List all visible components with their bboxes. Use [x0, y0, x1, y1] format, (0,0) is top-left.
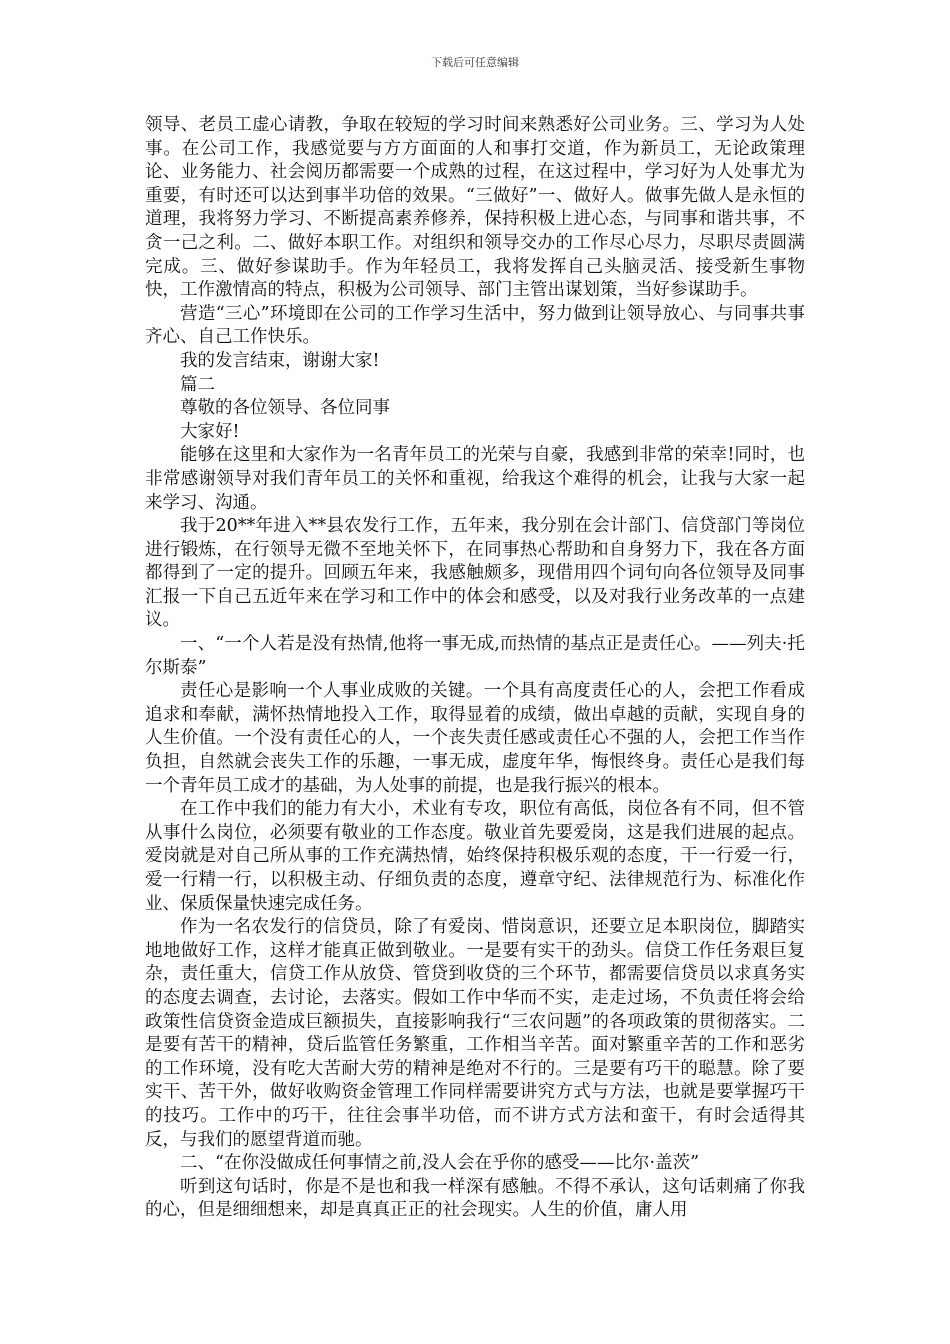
paragraph: 作为一名农发行的信贷员，除了有爱岗、惜岗意识，还要立足本职岗位，脚踏实地地做好工作，这样才能真正做到敬业。一是要有实干的劲头。信贷工作任务艰巨复杂，责任重大，信贷工作从放贷、管贷到收贷的三个环节，都需要信贷员以求真务实的态度去调查，去讨论，去落实。假如工作中华而不实，走走过场，不负责任将会给政策性信贷资金造成巨额损失，直接影响我行“三农问题”的各项政策的贯彻落实。二是要有苦干的精神，贷后监管任务繁重，工作相当辛苦。面对繁重辛苦的工作和恶劣的工作环境，没有吃大苦耐大劳的精神是绝对不行的。三是要有巧干的聪慧。除了要实干、苦干外，做好收购资金管理工作同样需要讲究方式与方法，也就是要掌握巧干的技巧。工作中的巧干，往往会事半功倍，而不讲方式方法和蛮干，有时会适得其反，与我们的愿望背道而驰。: [145, 917, 805, 1150]
greeting: 大家好!: [180, 421, 240, 442]
paragraph: 我于20**年进入**县农发行工作，五年来，我分别在会计部门、信贷部门等岗位进行锻炼，在行领导无微不至地关怀下，在同事热心帮助和自身努力下，我在各方面都得到了一定的提升。回顾五年来，我感触颇多，现借用四个词句向各位领导及同事汇报一下自己五近年来在学习和工作中的体会和感受，以及对我行业务改革的一点建议。: [145, 516, 805, 631]
paragraph: 责任心是影响一个人事业成败的关键。一个具有高度责任心的人，会把工作看成追求和奉献，满怀热情地投入工作，取得显着的成绩，做出卓越的贡献，实现自身的人生价值。一个没有责任心的人，一个丧失责任感或责任心不强的人，会把工作当作负担，自然就会丧失工作的乐趣，一事无成，虚度年华，悔恨终身。责任心是我们每一个青年员工成才的基础，为人处事的前提，也是我行振兴的根本。: [145, 681, 805, 796]
page-header: 下载后可任意编辑: [431, 56, 519, 69]
salutation: 尊敬的各位领导、各位同事: [180, 398, 390, 419]
paragraph: 听到这句话时，你是不是也和我一样深有感触。不得不承认，这句话刺痛了你我的心，但是细细想来，却是真真正正的社会现实。人生的价值，庸人用: [145, 1176, 805, 1221]
paragraph: 能够在这里和大家作为一名青年员工的光荣与自豪，我感到非常的荣幸!同时，也非常感谢领导对我们青年员工的关怀和重视，给我这个难得的机会，让我与大家一起来学习、沟通。: [145, 445, 805, 513]
paragraph: 营造“三心”环境即在公司的工作学习生活中，努力做到让领导放心、与同事共事齐心、自己工作快乐。: [145, 303, 805, 348]
paragraph: 领导、老员工虚心请教，争取在较短的学习时间来熟悉好公司业务。三、学习为人处事。在公司工作，我感觉要与方方面面的人和事打交道，作为新员工，无论政策理论、业务能力、社会阅历都需要一个成熟的过程，在这过程中，学习好为人处事尤为重要，有时还可以达到事半功倍的效果。“三做好”一、做好人。做事先做人是永恒的道理，我将努力学习、不断提高素养修养，保持积极上进心态，与同事和谐共事，不贪一己之利。二、做好本职工作。对组织和领导交办的工作尽心尽力，尽职尽责圆满完成。三、做好参谋助手。作为年轻员工，我将发挥自己头脑灵活、接受新生事物快，工作激情高的特点，积极为公司领导、部门主管出谋划策，当好参谋助手。: [145, 115, 805, 301]
paragraph: 在工作中我们的能力有大小，术业有专攻，职位有高低，岗位各有不同，但不管从事什么岗位，必须要有敬业的工作态度。敬业首先要爱岗，这是我们进展的起点。爱岗就是对自己所从事的工作充满热情，始终保持积极乐观的态度，干一行爱一行，爱一行精一行，以积极主动、仔细负责的态度，遵章守纪、法律规范行为、标准化作业、保质保量快速完成任务。: [145, 799, 805, 914]
paragraph: 我的发言结束，谢谢大家!: [180, 350, 380, 371]
quote-heading: 二、“在你没做成任何事情之前,没人会在乎你的感受——比尔·盖茨”: [180, 1153, 700, 1174]
document-body: [145, 114, 805, 1223]
section-title: 篇二: [180, 374, 215, 395]
quote-heading: 一、“一个人若是没有热情,他将一事无成,而热情的基点正是责任心。——列夫·托尔斯泰”: [145, 634, 805, 678]
